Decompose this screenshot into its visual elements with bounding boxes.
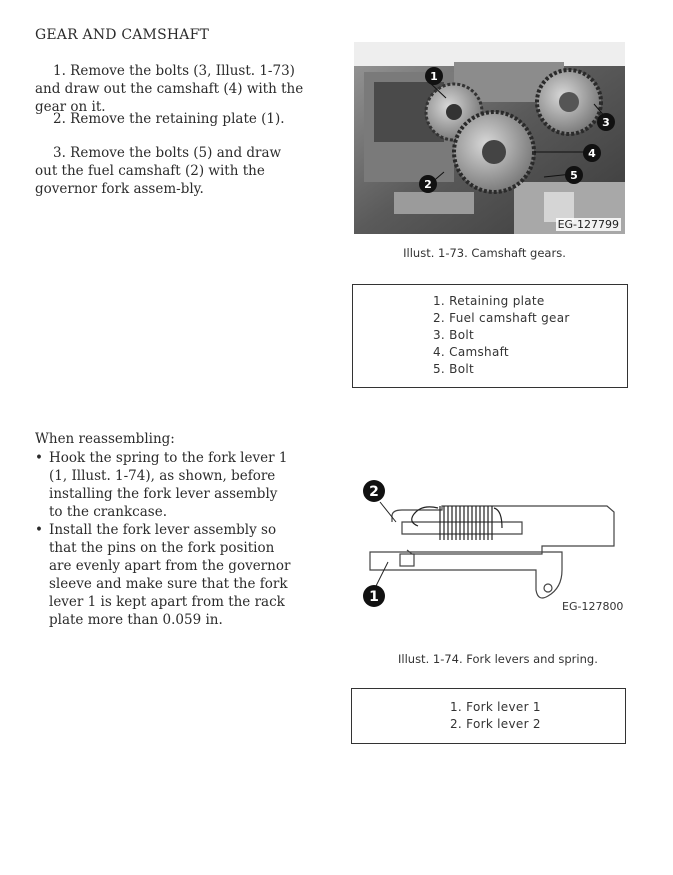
reassembly-item: • Install the fork lever assembly so that the pins on the fork position are evenly apart from the governor sleeve and make sure that the fork lever 1 is kept apart from the rack plate more than 0.059 in. [35,521,295,629]
figure-code: EG-127800 [562,600,624,613]
figure-code: EG-127799 [557,218,619,231]
photo-callout-3-label: 3 [602,116,610,129]
photo-callout-1-label: 1 [430,70,438,83]
callout-1 [363,585,385,607]
reassembly-heading: When reassembling: [35,431,175,447]
figure-legend [352,284,628,388]
legend-item: 3. Bolt [433,328,474,342]
legend-item: 2. Fork lever 2 [450,717,541,731]
photo-callout-5 [565,166,583,184]
step-1: 1. Remove the bolts (3, Illust. 1-73) and draw out the camshaft (4) with the gear on it. [35,63,304,115]
step-3: 3. Remove the bolts (5) and draw out the fuel camshaft (2) with the governor fork assem-bly. [35,145,282,197]
photo-callout-4-label: 4 [588,147,596,160]
fork-lever-1-outline [370,552,562,598]
callout-2 [363,480,385,502]
photo-callout-1 [425,67,443,85]
photo-callout-2-label: 2 [424,178,432,191]
fork-levers-diagram [352,470,632,620]
fork-lever-2-outline [392,506,614,554]
photo-callout-3 [597,113,615,131]
photo-callouts [354,42,625,234]
photo-callout-2 [419,175,437,193]
legend-item: 1. Fork lever 1 [450,700,541,714]
section-title: GEAR AND CAMSHAFT [35,27,210,43]
reassembly-item: • Hook the spring to the fork lever 1 (1, Illust. 1-74), as shown, before installing the fork lever assembly to the crankcase. [35,449,295,521]
figure-legend [351,688,626,744]
step-2: 2. Remove the retaining plate (1). [53,111,285,127]
figure-caption: Illust. 1-73. Camshaft gears. [403,246,566,260]
callout-1-label: 1 [369,589,379,605]
photo-callout-5-label: 5 [570,169,578,182]
reassembly-list [35,449,295,629]
callout-2-label: 2 [369,484,379,500]
photo-callout-4 [583,144,601,162]
legend-item: 5. Bolt [433,362,474,376]
legend-item: 1. Retaining plate [433,294,545,308]
figure-caption: Illust. 1-74. Fork levers and spring. [398,652,598,666]
legend-item: 2. Fuel camshaft gear [433,311,570,325]
spring-coil [412,506,502,540]
legend-item: 4. Camshaft [433,345,509,359]
